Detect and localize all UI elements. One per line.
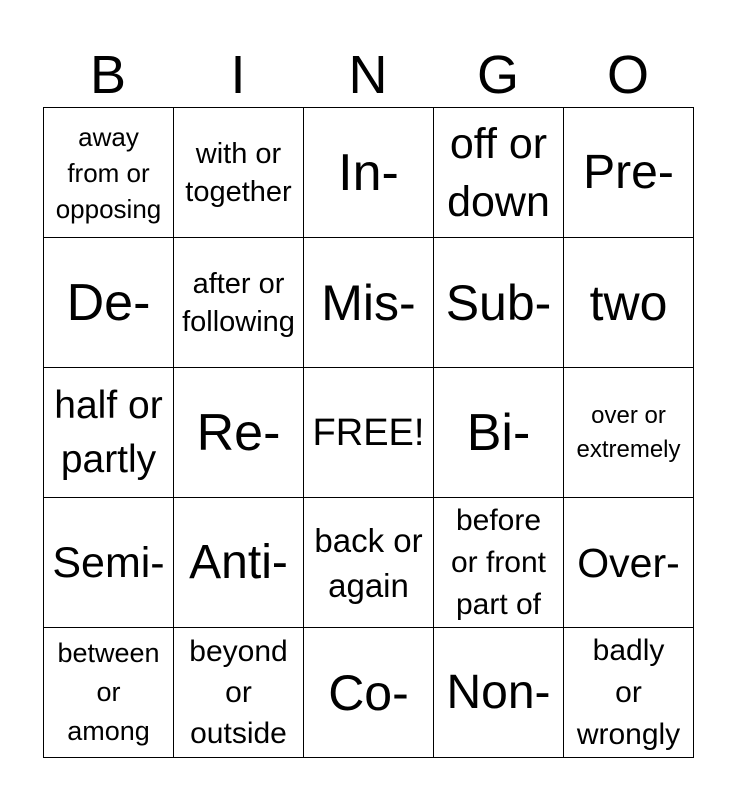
bingo-cell: Over- [564, 498, 694, 628]
bingo-cell: beyond or outside [174, 628, 304, 758]
bingo-cell: between or among [44, 628, 174, 758]
bingo-cell: two [564, 238, 694, 368]
bingo-cell: over or extremely [564, 368, 694, 498]
bingo-cell: Mis- [304, 238, 434, 368]
header-letter-b: B [89, 45, 127, 105]
bingo-cell: Pre- [564, 108, 694, 238]
bingo-cell: badly or wrongly [564, 628, 694, 758]
header-letter-o: O [606, 45, 649, 105]
bingo-cell: away from or opposing [44, 108, 174, 238]
bingo-cell: Co- [304, 628, 434, 758]
header-letter-n: N [348, 45, 388, 105]
bingo-cell: Non- [434, 628, 564, 758]
bingo-cell: In- [304, 108, 434, 238]
bingo-cell: Semi- [44, 498, 174, 628]
bingo-cell: Anti- [174, 498, 304, 628]
bingo-cell: FREE! [304, 368, 434, 498]
header-letter-i: I [230, 45, 246, 105]
bingo-cell: before or front part of [434, 498, 564, 628]
bingo-cell: Re- [174, 368, 304, 498]
bingo-cell: after or following [174, 238, 304, 368]
bingo-cell: back or again [304, 498, 434, 628]
bingo-cell: off or down [434, 108, 564, 238]
bingo-grid [43, 107, 694, 758]
bingo-cell: Sub- [434, 238, 564, 368]
bingo-cell: De- [44, 238, 174, 368]
bingo-header [43, 44, 693, 106]
bingo-cell: Bi- [434, 368, 564, 498]
bingo-cell: half or partly [44, 368, 174, 498]
bingo-cell: with or together [174, 108, 304, 238]
header-letter-g: G [476, 45, 519, 105]
